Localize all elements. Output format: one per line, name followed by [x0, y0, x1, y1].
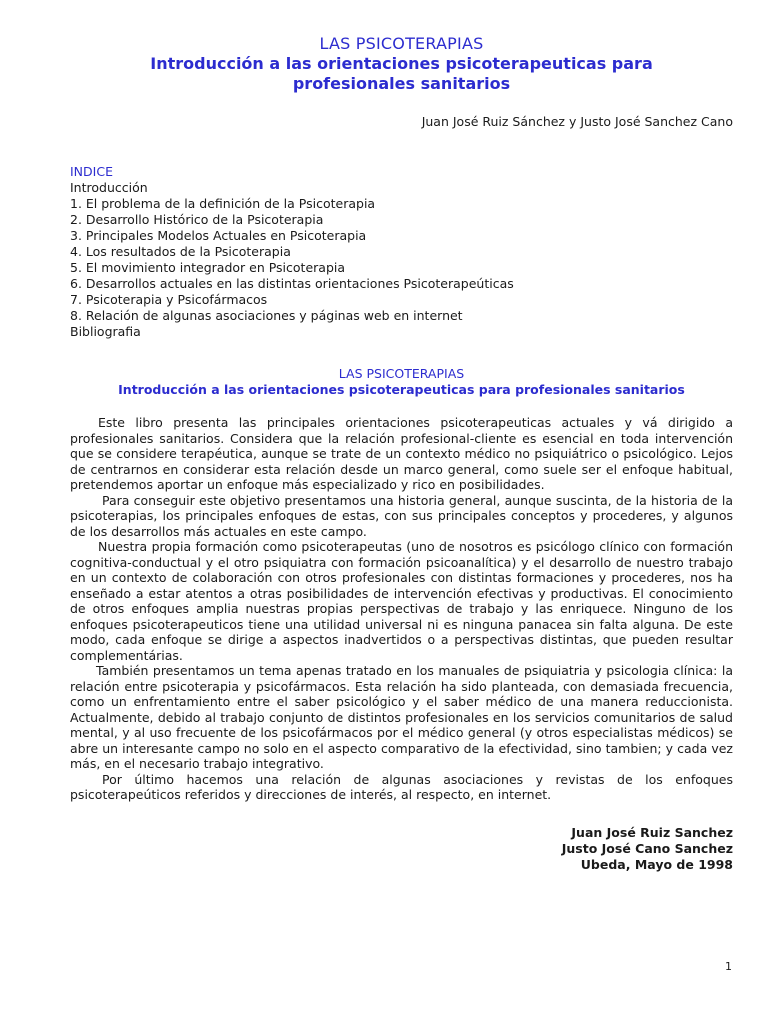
signature-block — [70, 825, 733, 873]
indice-item: 7. Psicoterapia y Psicofármacos — [70, 292, 268, 307]
indice-item: 3. Principales Modelos Actuales en Psicoterapia — [70, 228, 367, 243]
indice-list — [70, 180, 733, 340]
indice-heading: INDICE — [70, 164, 113, 179]
indice-item: Bibliografia — [70, 324, 141, 339]
indice-item: 5. El movimiento integrador en Psicoterapia — [70, 260, 346, 275]
indice-item: 1. El problema de la definición de la Psicoterapia — [70, 196, 376, 211]
section-title: LAS PSICOTERAPIAS — [338, 366, 465, 381]
indice-item: 4. Los resultados de la Psicoterapia — [70, 244, 291, 259]
body-paragraph: También presentamos un tema apenas tratado en los manuales de psiquiatria y psicologia clínica: la relación entre psicoterapia y psicofármacos. Esta relación ha sido planteada, con demasiada frecuencia, como un enfrentamiento entre el saber psicológico y el saber médico de una manera reduccionista. Actualmente, debido al trabajo conjunto de distintos profesionales en los servicios comunitarios de salud mental, y al uso frecuente de los psicofármacos por el médico general (y otros especialistas médicos) se abre un interesante campo no solo en el aspecto comparativo de la efectividad, sino tambien; y cada vez más, en el necesario trabajo integrativo. — [70, 663, 733, 771]
body-text — [70, 415, 733, 803]
indice-item: 8. Relación de algunas asociaciones y páginas web en internet — [70, 308, 463, 323]
page-number: 1 — [725, 960, 732, 973]
document-title: LAS PSICOTERAPIAS — [319, 34, 484, 53]
body-paragraph: Por último hacemos una relación de algunas asociaciones y revistas de los enfoques psicoterapeúticos referidos y direcciones de interés, al respecto, en internet. — [70, 771, 733, 802]
authors: Juan José Ruiz Sánchez y Justo José Sanchez Cano — [421, 114, 733, 129]
body-paragraph: Este libro presenta las principales orientaciones psicoterapeuticas actuales y vá dirigido a profesionales sanitarios. Considera que la relación profesional-cliente es esencial en toda intervención que se considere terapéutica, aunque se trate de un contexto médico no psiquiátrico o psicológico. Lejos de centrarnos en considerar esta relación desde un marco general, como suele ser el enfoque habitual, pretendemos aportar un enfoque más especializado y rico en posibilidades. — [70, 415, 733, 492]
document-subtitle-line-2: profesionales sanitarios — [292, 74, 511, 93]
indice-item: 6. Desarrollos actuales en las distintas orientaciones Psicoterapeúticas — [70, 276, 514, 291]
body-paragraph: Nuestra propia formación como psicoterapeutas (uno de nosotros es psicólogo clínico con formación cognitiva-conductual y el otro psiquiatra con formación psicoanalítica) y el desarrollo de nuestro trabajo en un contexto de colaboración con otros profesionales con distintas formaciones y procederes, nos ha enseñado a estar atentos a otras posibilidades de intervención efectivas y productivas. El conocimiento de otros enfoques amplia nuestras propias perspectivas de trabajo y las enriquece. Ninguno de los enfoques psicoterapeuticos tiene una utilidad universal ni es ninguna panacea sin falta alguna. De este modo, cada enfoque se dirige a aspectos inadvertidos o a perspectivas distintas, que pueden resultar complementárias. — [70, 539, 733, 663]
signature-author-1: Juan José Ruiz Sanchez — [571, 824, 733, 840]
document-page — [70, 34, 733, 873]
body-paragraph: Para conseguir este objetivo presentamos una historia general, aunque suscinta, de la historia de la psicoterapias, los principales enfoques de estas, con sus principales conceptos y procederes, y algunos de los desarrollos más actuales en este campo. — [70, 492, 733, 539]
signature-place-date: Ubeda, Mayo de 1998 — [580, 856, 733, 872]
document-subtitle-line-1: Introducción a las orientaciones psicoterapeuticas para — [150, 54, 653, 73]
signature-author-2: Justo José Cano Sanchez — [561, 840, 733, 856]
indice-item: Introducción — [70, 180, 148, 195]
section-subtitle: Introducción a las orientaciones psicoterapeuticas para profesionales sanitarios — [118, 382, 685, 397]
indice-item: 2. Desarrollo Histórico de la Psicoterapia — [70, 212, 324, 227]
